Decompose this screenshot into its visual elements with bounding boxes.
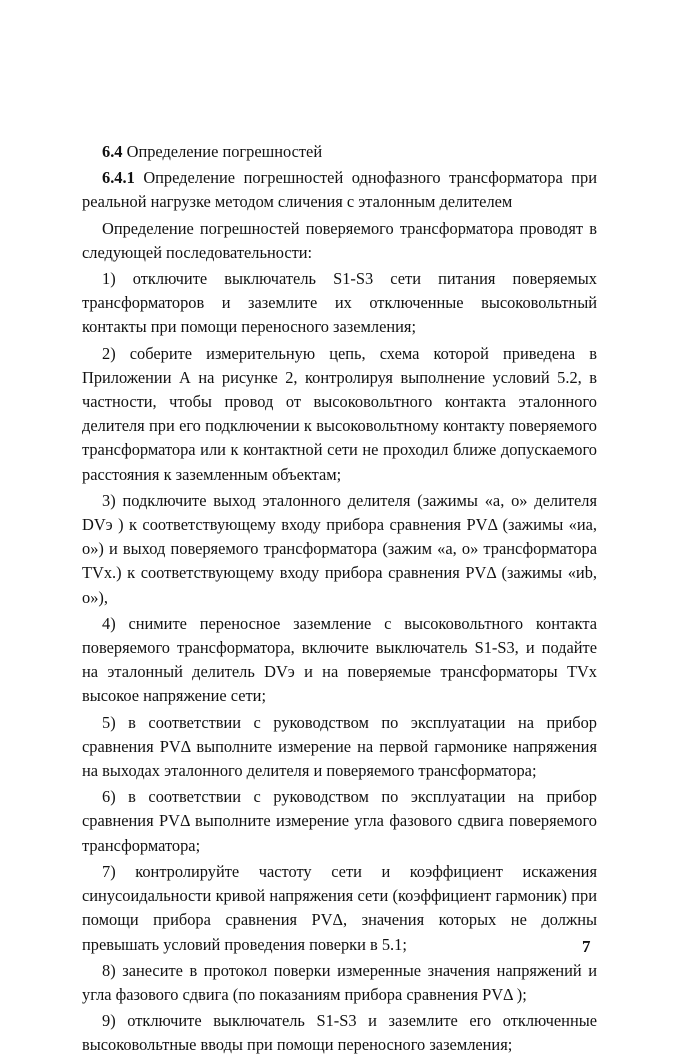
step-2: 2) соберите измерительную цепь, схема которой приведена в Приложении А на рисунке 2, контролируя выполнение условий 5.2, в частности, чтобы провод от высоковольтного контакта эталонного делителя при его подключении к высоковольтному контакту поверяемого трансформатора или к контактной сети не проходил ближе допускаемого расстояния к заземленным объектам; <box>82 343 597 484</box>
step-8: 8) занесите в протокол поверки измеренные значения напряжений и угла фазового сдвига (по показаниям прибора сравнения PVΔ ); <box>82 960 597 1004</box>
step-7: 7) контролируйте частоту сети и коэффициент искажения синусоидальности кривой напряжения сети (коэффициент гармоник) при помощи прибора сравнения PVΔ, значения которых не должны превышать условий проведения поверки в 5.1; <box>82 861 597 954</box>
section-heading <box>82 140 597 164</box>
step-9: 9) отключите выключатель S1-S3 и заземлите его отключенные высоковольтные вводы при помощи переносного заземления; <box>82 1011 597 1055</box>
step-4: 4) снимите переносное заземление с высоковольтного контакта поверяемого трансформатора, включите выключатель S1-S3, и подайте на эталонный делитель DVэ и на поверяемые трансформаторы TVx высокое напряжение сети; <box>82 613 597 706</box>
step-3: 3) подключите выход эталонного делителя (зажимы «а, о» делителя DVэ ) к соответствующему входу прибора сравнения PVΔ (зажимы «иа, о») и выход поверяемого трансформатора (зажим «а, о» трансформатора TVx.) к соответствующему входу прибора сравнения PVΔ (зажимы «иb, о»), <box>82 490 597 607</box>
section-number: 6.4 <box>102 142 123 161</box>
document-body <box>82 140 597 1058</box>
step-6: 6) в соответствии с руководством по эксплуатации на прибор сравнения PVΔ выполните измерение угла фазового сдвига поверяемого трансформатора; <box>82 787 597 855</box>
intro-paragraph: Определение погрешностей поверяемого трансформатора проводят в следующей последовательности: <box>82 218 597 262</box>
section-title: Определение погрешностей <box>126 142 323 161</box>
subsection-number: 6.4.1 <box>102 168 135 188</box>
subsection-heading <box>82 166 597 214</box>
page-number: 7 <box>582 937 591 956</box>
step-1: 1) отключите выключатель S1-S3 сети питания поверяемых трансформаторов и заземлите их отключенные высоковольтный контакты при помощи переносного заземления; <box>82 269 597 337</box>
subsection-title: Определение погрешностей однофазного трансформатора при реальной нагрузке методом сличения с эталонным делителем <box>82 168 597 212</box>
step-5: 5) в соответствии с руководством по эксплуатации на прибор сравнения PVΔ выполните измерение на первой гармонике напряжения на выходах эталонного делителя и поверяемого трансформатора; <box>82 712 597 781</box>
